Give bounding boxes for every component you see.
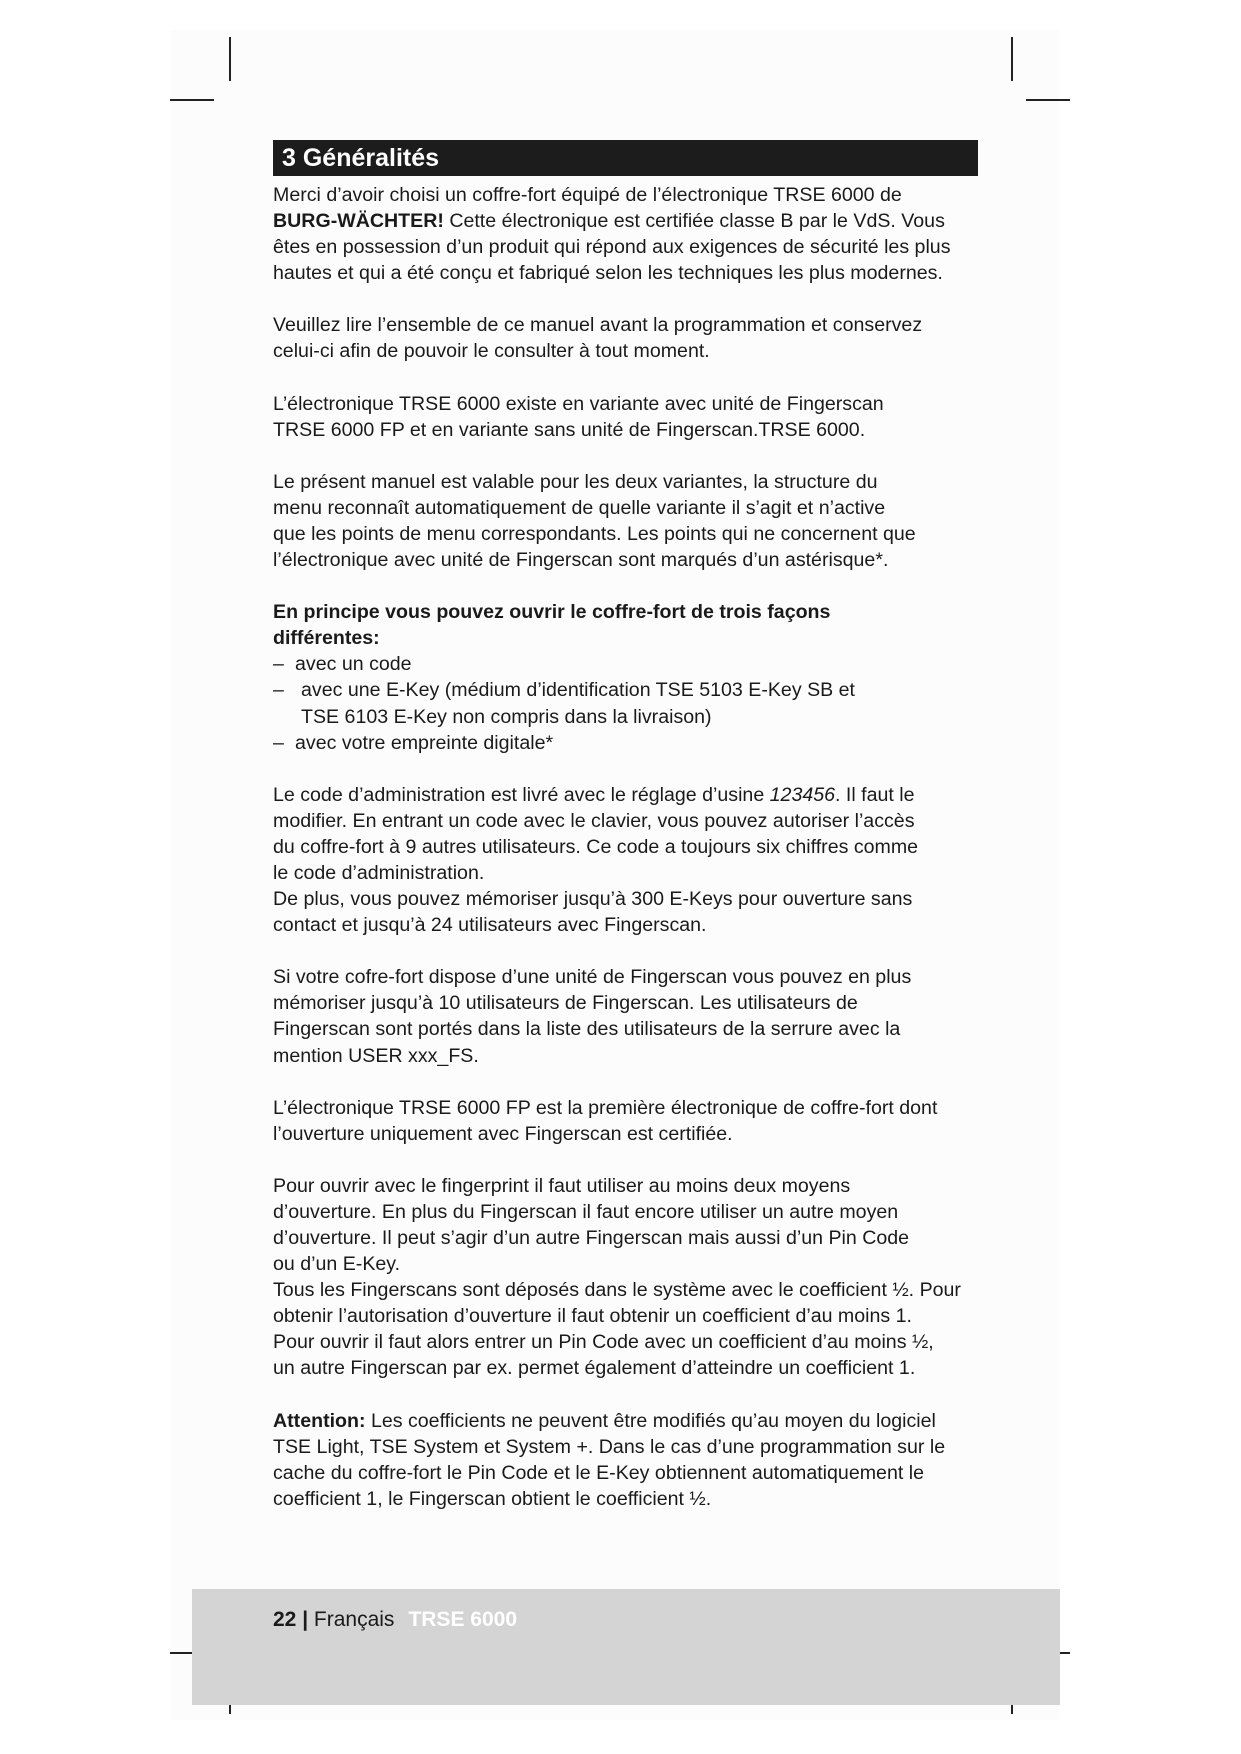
brand-name: BURG-WÄCHTER!	[273, 210, 444, 233]
certification-paragraph: L’électronique TRSE 6000 FP est la première électronique de coffre-fort dont l’ouverture uniquement avec Fingerscan est certifiée.	[273, 1096, 938, 1145]
footer-language: Français	[313, 1608, 395, 1631]
crop-mark-top-left-v	[229, 37, 231, 81]
manual-paragraph: Veuillez lire l’ensemble de ce manuel avant la programmation et conservez celui-ci afin de pouvoir le consulter à tout moment.	[273, 314, 923, 363]
opening-methods: En principe vous pouvez ouvrir le coffre-fort de trois façons différentes: – avec un code – avec une E-Key (médium d’identification TSE 5103 E-Key SB et TSE 6103 E-Key non compris dans la livraison) – avec votre empreinte digitale*	[273, 599, 978, 756]
coefficient-paragraph: Pour ouvrir avec le fingerprint il faut utiliser au moins deux moyens d’ouverture. En plus du Fingerscan il faut encore utiliser un autre moyen d’ouverture. Il peut s’agir d’un autre Fingerscan mais aussi d’un Pin Code ou d’un E-Key. Tous les Fingerscans sont déposés dans le système avec le coefficient ½. Pour obtenir l’autorisation d’ouverture il faut obtenir un coefficient d’au moins 1. Pour ouvrir il faut alors entrer un Pin Code avec un coefficient d’au moins ½, un autre Fingerscan par ex. permet également d’atteindre un coefficient 1.	[273, 1174, 961, 1380]
crop-mark-top-right-v	[1011, 37, 1013, 81]
fingerscan-users-paragraph: Si votre cofre-fort dispose d’une unité de Fingerscan vous pouvez en plus mémoriser jusqu’à 10 utilisateurs de Fingerscan. Les utilisateurs de Fingerscan sont portés dans la liste des utilisateurs de la serrure avec la mention USER xxx_FS.	[273, 966, 912, 1067]
footer-model: TRSE 6000	[408, 1608, 517, 1631]
list-item: – avec une E-Key (médium d’identification TSE 5103 E-Key SB et	[273, 679, 855, 702]
menu-paragraph: Le présent manuel est valable pour les deux variantes, la structure du menu reconnaît automatiquement de quelle variante il s’agit et n’active que les points de menu correspondants. Les points qui ne concernent que l’électronique avec unité de Fingerscan sont marqués d’un astérisque*.	[273, 470, 916, 572]
admin-code-paragraph: Le code d’administration est livré avec le réglage d’usine 123456. Il faut le modifier. En entrant un code avec le clavier, vous pouvez autoriser l’accès du coffre-fort à 9 autres utilisateurs. Ce code a toujours six chiffres comme le code d’administration. De plus, vous pouvez mémoriser jusqu’à 300 E-Keys pour ouverture sans contact et jusqu’à 24 utilisateurs avec Fingerscan.	[273, 783, 919, 937]
intro-paragraph: Merci d’avoir choisi un coffre-fort équipé de l’électronique TRSE 6000 de BURG-WÄCHTER! Cette électronique est certifiée classe B par le VdS. Vous êtes en possession d’un produit qui répond aux exigences de sécurité les plus hautes et qui a été conçu et fabriqué selon les techniques les plus modernes.	[273, 184, 951, 285]
list-item: – avec un code	[273, 653, 412, 676]
list-item: – avec votre empreinte digitale*	[273, 731, 554, 754]
factory-code: 123456	[769, 783, 836, 806]
crop-mark-top-right-h	[1026, 99, 1070, 101]
crop-mark-top-left-h	[170, 99, 214, 101]
attention-label: Attention:	[273, 1409, 366, 1432]
variants-paragraph: L’électronique TRSE 6000 existe en variante avec unité de Fingerscan TRSE 6000 FP et en variante sans unité de Fingerscan.TRSE 6000.	[273, 392, 884, 441]
main-content	[273, 140, 978, 1538]
page-number: 22	[273, 1608, 297, 1631]
section-title: 3 Généralités	[273, 140, 978, 176]
attention-paragraph: Attention: Les coefficients ne peuvent être modifiés qu’au moyen du logiciel TSE Light, TSE System et System +. Dans le cas d’une programmation sur le cache du coffre-fort le Pin Code et le E-Key obtiennent automatiquement le coefficient 1, le Fingerscan obtient le coefficient ½.	[273, 1409, 946, 1510]
opening-methods-heading: En principe vous pouvez ouvrir le coffre-fort de trois façons	[273, 601, 831, 624]
page-footer: 22 | Français TRSE 6000	[273, 1608, 517, 1631]
